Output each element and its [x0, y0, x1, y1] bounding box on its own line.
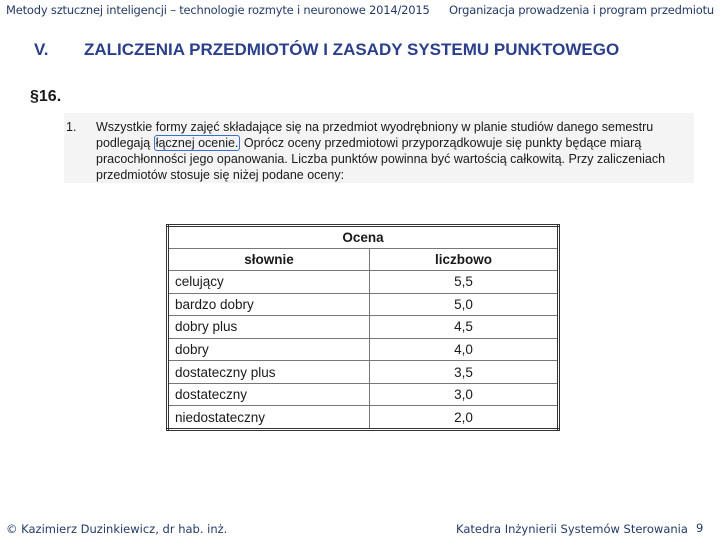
grade-number: 3,0 [370, 383, 559, 406]
page-number: 9 [696, 521, 704, 535]
table-row [168, 293, 559, 316]
table-caption-row [168, 226, 559, 249]
grades-table [166, 224, 560, 431]
table-row [168, 338, 559, 361]
table-row [168, 316, 559, 339]
item-number: 1. [66, 120, 77, 134]
grade-word: dostateczny [168, 383, 370, 406]
highlighted-phrase: łącznej ocenie. [155, 136, 239, 150]
header-section-title: Organizacja prowadzenia i program przedmiotu [448, 3, 714, 17]
grade-word: celujący [168, 271, 370, 294]
column-header-number: liczbowo [370, 249, 559, 271]
item-text-after: Oprócz oceny przedmiotowi przyporządkowuje się punkty będące miarą pracochłonności jego opanowania. Liczba punktów powinna być wartością całkowitą. Przy zaliczeniach przedmiotów stosuje się niżej podane oceny: [96, 136, 666, 182]
header-course-title: Metody sztucznej inteligencji – technologie rozmyte i neuronowe 2014/2015 [6, 3, 430, 17]
table-row [168, 271, 559, 294]
footer-author: © Kazimierz Duzinkiewicz, dr hab. inż. [6, 522, 228, 536]
grade-number: 3,5 [370, 361, 559, 384]
column-header-word: słownie [168, 249, 370, 271]
grade-number: 4,0 [370, 338, 559, 361]
table-row [168, 406, 559, 430]
table-row [168, 383, 559, 406]
table-row [168, 361, 559, 384]
footer-department: Katedra Inżynierii Systemów Sterowania [456, 522, 688, 536]
grade-number: 4,5 [370, 316, 559, 339]
grade-number: 5,0 [370, 293, 559, 316]
grade-word: dobry [168, 338, 370, 361]
grade-number: 5,5 [370, 271, 559, 294]
table-caption: Ocena [168, 226, 559, 249]
grade-word: bardzo dobry [168, 293, 370, 316]
paragraph-mark: §16. [30, 88, 62, 105]
grade-word: niedostateczny [168, 406, 370, 430]
table-header-row [168, 249, 559, 271]
grade-number: 2,0 [370, 406, 559, 430]
section-number: V. [34, 40, 49, 59]
item-text-before: Wszystkie formy zajęć składające się na przedmiot wyodrębniony w planie studiów danego semestru podlegają [96, 120, 654, 150]
grade-word: dobry plus [168, 316, 370, 339]
item-text [96, 119, 696, 183]
section-title: ZALICZENIA PRZEDMIOTÓW I ZASADY SYSTEMU PUNKTOWEGO [84, 40, 620, 59]
grade-word: dostateczny plus [168, 361, 370, 384]
